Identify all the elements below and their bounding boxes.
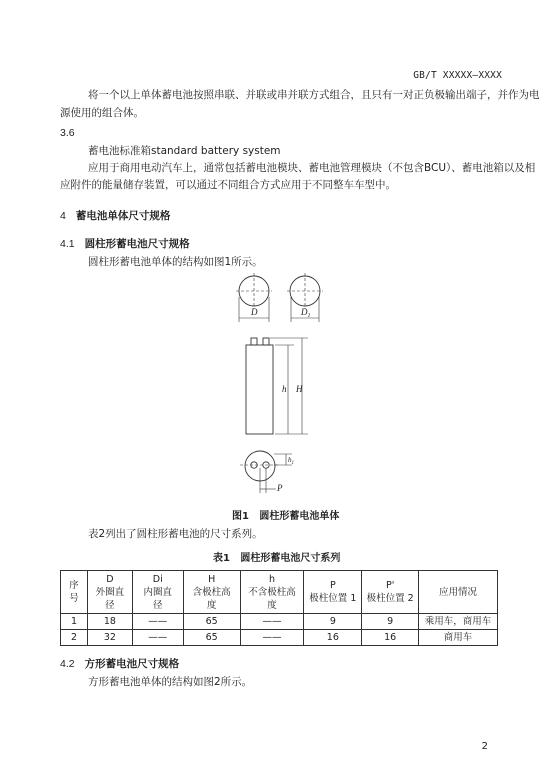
section-4-1-heading xyxy=(60,236,190,251)
label-P: P xyxy=(277,483,283,493)
cell-application: 商用车 xyxy=(419,630,498,646)
cell-D: 32 xyxy=(87,630,132,646)
header-H: H 含极柱高 度 xyxy=(183,571,240,614)
section-3-6-term: 蓄电池标准箱standard battery system xyxy=(88,145,281,157)
section-4-1-title: 圆柱形蓄电池尺寸规格 xyxy=(84,238,190,250)
cell-index: 1 xyxy=(61,614,88,630)
cell-P-prime: 9 xyxy=(362,614,419,630)
table-row xyxy=(61,630,498,646)
label-D1: $D_1$ xyxy=(301,307,311,319)
section-4-2-heading xyxy=(60,656,179,671)
section-4-number: 4 xyxy=(60,210,66,222)
header-P-prime: P' 极柱位置 2 xyxy=(362,571,419,614)
figure-1-caption-title: 圆柱形蓄电池单体 xyxy=(259,511,340,522)
cell-Di: —— xyxy=(132,630,183,646)
cell-D: 18 xyxy=(87,614,132,630)
table-1-caption xyxy=(213,549,340,564)
cell-h: —— xyxy=(240,614,304,630)
cell-H: 65 xyxy=(183,614,240,630)
table-1-caption-number: 表1 xyxy=(213,553,230,564)
cell-Di: —— xyxy=(132,614,183,630)
label-h1: $h_1$ xyxy=(288,456,294,466)
standard-number: GB/T XXXXX—XXXX xyxy=(413,70,502,81)
cell-index: 2 xyxy=(61,630,88,646)
table-1 xyxy=(60,570,498,646)
section-3-6-line-1: 应用于商用电动汽车上，通常包括蓄电池模块、蓄电池管理模块（不包含BCU）、蓄电池箱以及相 xyxy=(88,162,536,174)
section-4-1-text: 圆柱形蓄电池单体的结构如图1所示。 xyxy=(88,256,263,268)
section-4-2-title: 方形蓄电池尺寸规格 xyxy=(84,658,180,670)
header-application: 应用情况 xyxy=(419,571,498,614)
cell-P-prime: 16 xyxy=(362,630,419,646)
header-index: 序 号 xyxy=(61,571,88,614)
cell-H: 65 xyxy=(183,630,240,646)
table-1-caption-title: 圆柱形蓄电池尺寸系列 xyxy=(240,553,341,564)
label-D: D xyxy=(251,307,258,317)
terminal-post xyxy=(251,338,257,345)
section-3-6-number: 3.6 xyxy=(60,127,75,139)
section-4-2-text: 方形蓄电池单体的结构如图2所示。 xyxy=(88,676,253,688)
cell-P: 9 xyxy=(304,614,362,630)
label-h: h xyxy=(282,384,287,394)
label-H: H xyxy=(296,384,303,394)
section-4-heading xyxy=(60,208,170,223)
intro-line-2: 源使用的组合体。 xyxy=(60,107,144,119)
table-intro: 表2列出了圆柱形蓄电池的尺寸系列。 xyxy=(88,528,263,540)
cell-application: 乘用车，商用车 xyxy=(419,614,498,630)
section-4-title: 蓄电池单体尺寸规格 xyxy=(75,210,171,222)
cell-P: 16 xyxy=(304,630,362,646)
header-h: h 不含极柱高 度 xyxy=(240,571,304,614)
table-row xyxy=(61,614,498,630)
table-header-row xyxy=(61,571,498,614)
section-4-1-number: 4.1 xyxy=(60,238,75,250)
intro-line-1: 将一个以上单体蓄电池按照串联、并联或串并联方式组合，且只有一对正负极输出端子，并作为电 xyxy=(88,89,540,101)
section-4-2-number: 4.2 xyxy=(60,658,75,670)
cell-body xyxy=(246,345,273,434)
figure-1-drawing xyxy=(200,268,340,498)
cell-h: —— xyxy=(240,630,304,646)
section-3-6-line-2: 应附件的能量储存装置，可以通过不同组合方式应用于不同整车车型中。 xyxy=(60,179,396,191)
figure-1-caption-number: 图1 xyxy=(232,511,249,522)
header-D: D 外圈直 径 xyxy=(87,571,132,614)
header-P: P 极柱位置 1 xyxy=(304,571,362,614)
terminal-post xyxy=(263,338,269,345)
figure-1-caption xyxy=(232,507,339,522)
header-Di: Di 内圈直 径 xyxy=(132,571,183,614)
page-number: 2 xyxy=(481,741,488,752)
